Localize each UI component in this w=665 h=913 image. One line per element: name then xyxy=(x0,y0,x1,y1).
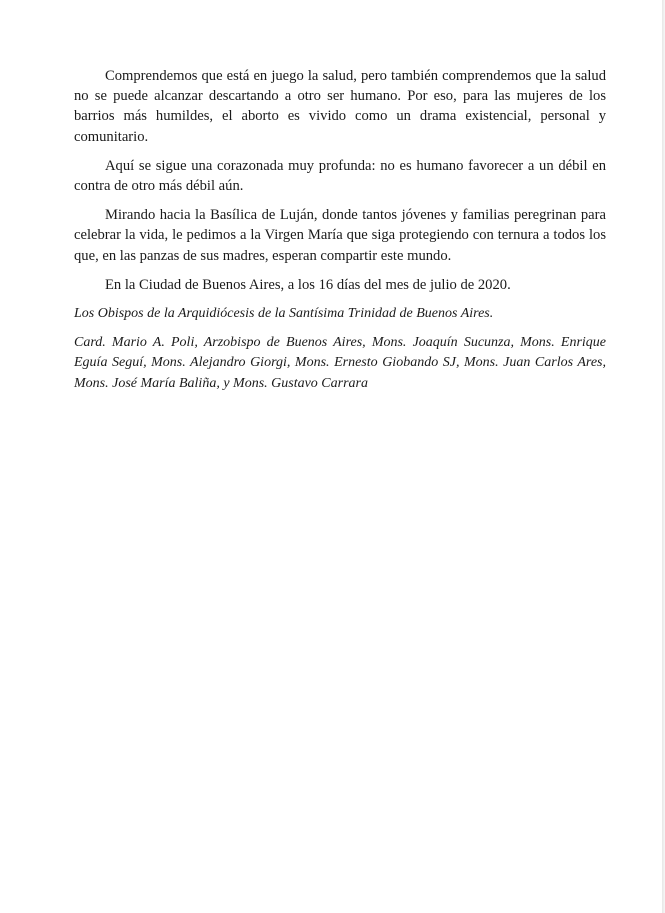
signature-heading: Los Obispos de la Arquidiócesis de la Santísima Trinidad de Buenos Aires. xyxy=(74,306,494,322)
document-body xyxy=(74,66,606,403)
date-line: En la Ciudad de Buenos Aires, a los 16 días del mes de julio de 2020. xyxy=(105,276,511,293)
paragraph-heartfelt: Aquí se sigue una corazonada muy profunda: no es humano favorecer a un débil en contra de otro más débil aún. xyxy=(74,157,606,195)
paragraph-health: Comprendemos que está en juego la salud, pero también comprendemos que la salud no se puede alcanzar descartando a otro ser humano. Por eso, para las mujeres de los barrios más humildes, el aborto es vivido como un drama existencial, personal y comunitario. xyxy=(74,68,606,145)
paragraph-basilica: Mirando hacia la Basílica de Luján, donde tantos jóvenes y familias peregrinan para celebrar la vida, le pedimos a la Virgen María que siga protegiendo con ternura a todos los que, en las panzas de sus madres, esperan compartir este mundo. xyxy=(74,207,606,264)
signatories-list: Card. Mario A. Poli, Arzobispo de Buenos Aires, Mons. Joaquín Sucunza, Mons. Enrique Eguía Seguí, Mons. Alejandro Giorgi, Mons. Ernesto Giobando SJ, Mons. Juan Carlos Ares, Mons. José María Baliña, y Mons. Gustavo Carrara xyxy=(74,335,606,391)
